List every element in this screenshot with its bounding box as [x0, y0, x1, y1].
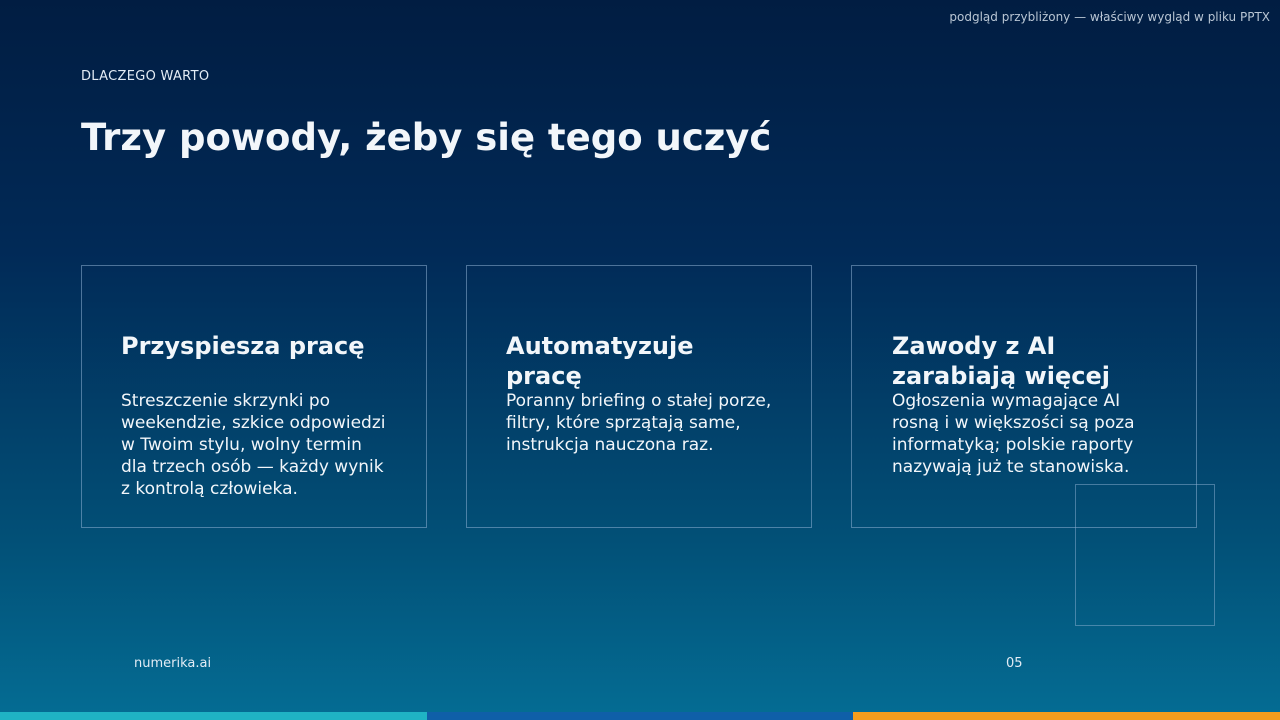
decorative-square [1075, 484, 1215, 626]
footer-brand: numerika.ai [134, 656, 212, 671]
reason-card-automation [466, 265, 812, 528]
bar-segment-orange [853, 712, 1280, 720]
card-title: Przyspiesza pracę [121, 332, 365, 360]
preview-note: podgląd przybliżony — właściwy wygląd w pliku PPTX [949, 10, 1270, 24]
card-body: Streszczenie skrzynki po weekendzie, szkice odpowiedzi w Twoim stylu, wolny termin dla trzech osób — każdy wynik z kontrolą człowieka. [121, 391, 386, 499]
card-body: Poranny briefing o stałej porze, filtry, które sprzątają same, instrukcja nauczona raz. [506, 391, 772, 455]
slide-title: Trzy powody, żeby się tego uczyć [81, 116, 772, 159]
card-title: Automatyzuje pracę [506, 332, 694, 390]
section-eyebrow: DLACZEGO WARTO [81, 69, 210, 84]
bottom-color-bar [0, 712, 1280, 720]
reason-card-speed [81, 265, 427, 528]
bar-segment-blue [427, 712, 854, 720]
page-number: 05 [1006, 656, 1023, 671]
card-title: Zawody z AI zarabiają więcej [892, 332, 1110, 390]
card-body: Ogłoszenia wymagające AI rosną i w większości są poza informatyką; polskie raporty nazywają już te stanowiska. [892, 391, 1135, 477]
bar-segment-teal [0, 712, 427, 720]
